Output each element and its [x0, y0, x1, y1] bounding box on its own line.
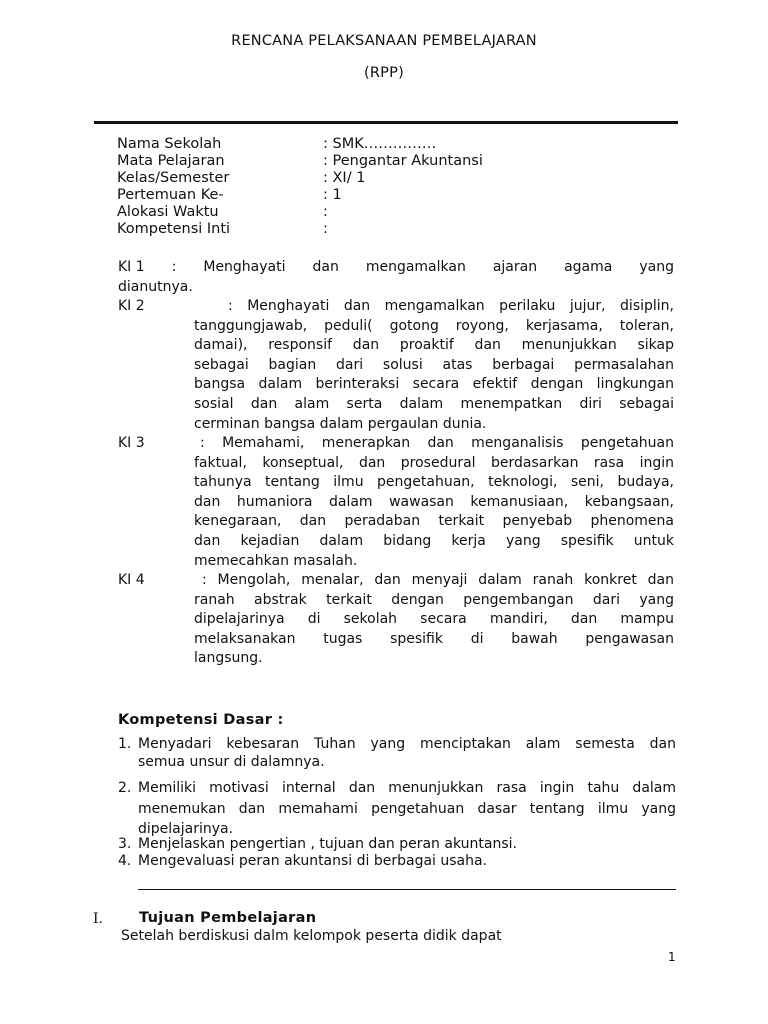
ki-1-word: : — [171, 259, 177, 275]
list-item — [118, 778, 676, 840]
top-divider — [94, 121, 678, 124]
ki-2-line: tanggungjawab, peduli( gotong royong, kerjasama, toleran, — [194, 317, 674, 334]
ki-3-line: faktual, konseptual, dan prosedural berdasarkan rasa ingin — [194, 454, 674, 471]
ki-3-line: kenegaraan, dan peradaban terkait penyebab phenomena — [194, 513, 674, 530]
ki-1-word: dan — [312, 259, 339, 275]
ki-4-line: melaksanakan tugas spesifik di bawah pengawasan — [194, 630, 674, 647]
ki-2-line: : Menghayati dan mengamalkan perilaku jujur, disiplin, — [228, 298, 674, 314]
list-number: 3. — [118, 835, 132, 852]
identity-row — [117, 153, 483, 170]
ki-1-word: yang — [639, 259, 674, 275]
ki-1-word: mengamalkan — [365, 259, 466, 275]
ki-3-line: : Memahami, menerapkan dan menganalisis pengetahuan — [200, 435, 674, 451]
list-number: 1. — [118, 736, 132, 752]
ki-4-label: KI 4 — [118, 572, 145, 588]
identity-row — [117, 170, 483, 187]
identity-value: : Pengantar Akuntansi — [323, 153, 483, 169]
ki-2-line: damai), responsif dan proaktif dan menunjukkan sikap — [194, 337, 674, 354]
ki-2-line: sebagai bagian dari solusi atas berbagai permasalahan — [194, 356, 674, 373]
list-line: Memiliki motivasi internal dan menunjukkan rasa ingin tahu dalam — [138, 780, 676, 796]
identity-value: : — [323, 221, 328, 237]
identity-value: : XI/ 1 — [323, 170, 366, 186]
ki-3-line: memecahkan masalah. — [194, 552, 358, 569]
list-line: Menyadari kebesaran Tuhan yang menciptakan alam semesta dan — [138, 736, 676, 752]
ki-3-line: tahunya tentang ilmu pengetahuan, teknologi, seni, budaya, — [194, 474, 674, 491]
ki-4-line: ranah abstrak terkait dengan pengembangan dari yang — [194, 591, 674, 608]
ki-2-line: sosial dan alam serta dalam menempatkan diri sebagai — [194, 395, 674, 412]
ki-4-line: : Mengolah, menalar, dan menyaji dalam ranah konkret dan — [202, 572, 674, 588]
kompetensi-dasar-list — [118, 736, 676, 871]
list-line: semua unsur di dalamnya. — [138, 753, 325, 770]
identity-label: Kelas/Semester — [117, 170, 230, 186]
list-item — [118, 736, 676, 771]
ki-3-label: KI 3 — [118, 435, 145, 451]
identity-table — [117, 136, 483, 238]
identity-row — [117, 204, 483, 221]
identity-row — [117, 221, 483, 238]
kompetensi-dasar-heading: Kompetensi Dasar : — [118, 712, 284, 728]
ki-3-line: dan kejadian dalam bidang kerja yang spesifik untuk — [194, 532, 674, 549]
ki-3-line: dan humaniora dalam wawasan kemanusiaan, kebangsaan, — [194, 493, 674, 510]
ki-2-text — [118, 297, 674, 434]
ki-4-text — [118, 571, 674, 669]
section-body: Setelah berdiskusi dalm kelompok peserta didik dapat — [121, 928, 502, 944]
list-number: 4. — [118, 853, 132, 869]
list-line: Menjelaskan pengertian , tujuan dan peran akuntansi. — [138, 835, 517, 852]
ki-2 — [118, 297, 674, 434]
ki-1 — [118, 258, 674, 297]
section-title: Tujuan Pembelajaran — [139, 910, 317, 926]
section-number: I. — [93, 911, 103, 927]
identity-row — [117, 136, 483, 153]
ki-1-word: ajaran — [492, 259, 538, 275]
identity-row — [117, 187, 483, 204]
list-line: Mengevaluasi peran akuntansi di berbagai usaha. — [138, 853, 488, 869]
identity-label: Nama Sekolah — [117, 136, 222, 152]
identity-label: Pertemuan Ke- — [117, 187, 224, 203]
identity-label: Kompetensi Inti — [117, 221, 231, 237]
identity-label: Alokasi Waktu — [117, 204, 219, 220]
document-subtitle: (RPP) — [364, 65, 404, 81]
ki-3 — [118, 434, 674, 571]
identity-value: : 1 — [323, 187, 342, 203]
ki-1-word: Menghayati — [203, 259, 286, 275]
ki-2-line: cerminan bangsa dalam pergaulan dunia. — [194, 415, 487, 432]
ki-2-label: KI 2 — [118, 298, 145, 314]
ki-3-text — [118, 434, 674, 571]
ki-2-line: bangsa dalam berinteraksi secara efektif dengan lingkungan — [194, 376, 674, 393]
ki-1-last-line: dianutnya. — [118, 278, 193, 295]
ki-1-word: agama — [564, 259, 613, 275]
list-number: 2. — [118, 780, 132, 796]
identity-value: : SMK…………… — [323, 136, 437, 152]
ki-1-first-line — [118, 258, 674, 278]
list-item — [118, 853, 676, 871]
page-number: 1 — [668, 950, 676, 964]
list-item — [118, 836, 676, 854]
document-title: RENCANA PELAKSANAAN PEMBELAJARAN — [231, 33, 537, 49]
list-line: menemukan dan memahami pengetahuan dasar tentang ilmu yang — [138, 800, 676, 817]
identity-value: : — [323, 204, 328, 220]
ki-1-label: KI 1 — [118, 259, 145, 275]
ki-4 — [118, 571, 674, 669]
ki-4-line: langsung. — [194, 650, 263, 667]
section-divider — [138, 889, 676, 890]
list-line: dipelajarinya. — [138, 821, 234, 837]
ki-4-line: dipelajarinya di sekolah secara mandiri, dan mampu — [194, 611, 674, 628]
identity-label: Mata Pelajaran — [117, 153, 225, 169]
